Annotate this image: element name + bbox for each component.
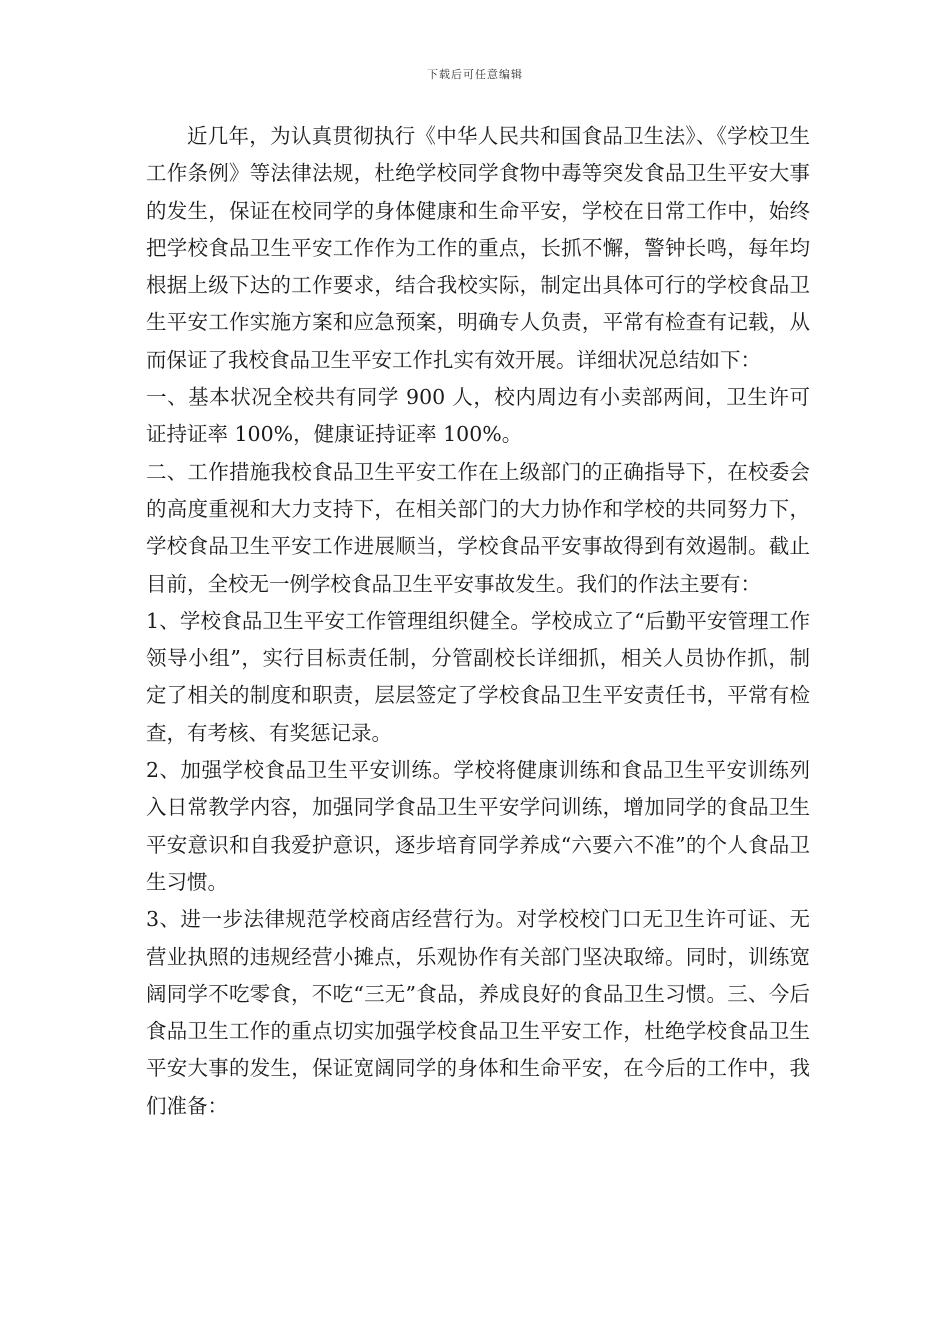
paragraph-item-2: 2、加强学校食品卫生平安训练。学校将健康训练和食品卫生平安训练列入日常教学内容，加强同学食品卫生平安学问训练，增加同学的食品卫生平安意识和自我爱护意识，逐步培育同学养成“六要六不准”的个人食品卫生习惯。 [146, 758, 810, 894]
paragraph-basic-situation: 一、基本状况全校共有同学 900 人，校内周边有小卖部两间，卫生许可证持证率 100%，健康证持证率 100%。 [146, 385, 810, 447]
document-body [146, 118, 810, 1125]
paragraph-item-3: 3、进一步法律规范学校商店经营行为。对学校校门口无卫生许可证、无营业执照的违规经营小摊点，乐观协作有关部门坚决取缔。同时，训练宽阔同学不吃零食，不吃“三无”食品，养成良好的食品卫生习惯。三、今后食品卫生工作的重点切实加强学校食品卫生平安工作，杜绝学校食品卫生平安大事的发生，保证宽阔同学的身体和生命平安，在今后的工作中，我们准备： [146, 907, 810, 1118]
paragraph-intro: 近几年，为认真贯彻执行《中华人民共和国食品卫生法》、《学校卫生工作条例》等法律法规，杜绝学校同学食物中毒等突发食品卫生平安大事的发生，保证在校同学的身体健康和生命平安，学校在日常工作中，始终把学校食品卫生平安工作作为工作的重点，长抓不懈，警钟长鸣，每年均根据上级下达的工作要求，结合我校实际，制定出具体可行的学校食品卫生平安工作实施方案和应急预案，明确专人负责，平常有检查有记载，从而保证了我校食品卫生平安工作扎实有效开展。详细状况总结如下： [146, 124, 810, 372]
paragraph-work-measures: 二、工作措施我校食品卫生平安工作在上级部门的正确指导下，在校委会的高度重视和大力支持下，在相关部门的大力协作和学校的共同努力下，学校食品卫生平安工作进展顺当，学校食品平安事故得到有效遏制。截止目前，全校无一例学校食品卫生平安事故发生。我们的作法主要有： [146, 459, 810, 596]
page-header-note: 下载后可任意编辑 [427, 68, 523, 81]
paragraph-item-1: 1、学校食品卫生平安工作管理组织健全。学校成立了“后勤平安管理工作领导小组”，实行目标责任制，分管副校长详细抓，相关人员协作抓，制定了相关的制度和职责，层层签定了学校食品卫生平安责任书，平常有检查，有考核、有奖惩记录。 [146, 608, 810, 745]
